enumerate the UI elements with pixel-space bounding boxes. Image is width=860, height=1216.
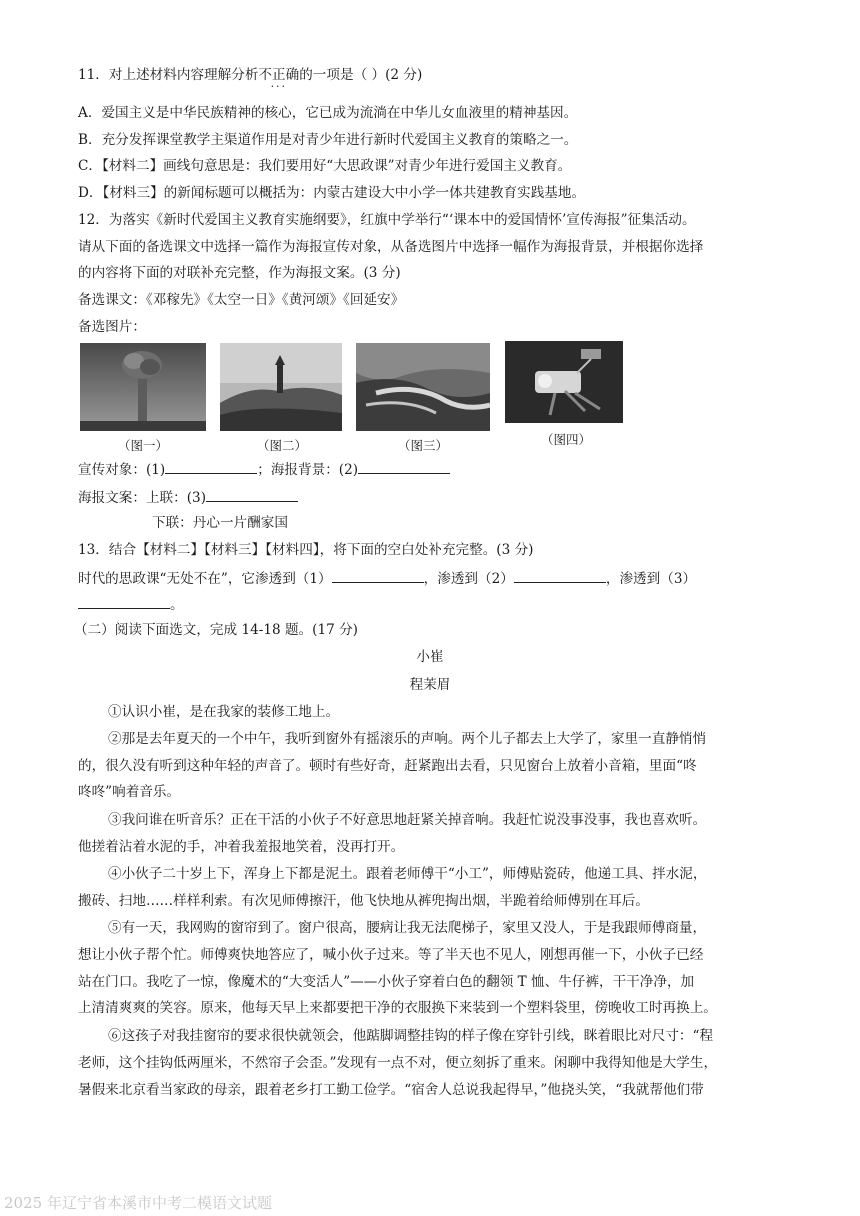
story-paragraph-line: 暑假来北京看当家政的母亲，跟着老乡打工勤工俭学。“宿舍人总说我起得早，”他挠头笑，“我就帮他们带 xyxy=(78,1082,704,1098)
story-paragraph-line: ②那是去年夏天的一个中午，我听到窗外有摇滚乐的声响。两个儿子都去上大学了，家里一直静悄悄 xyxy=(108,731,707,747)
q11-option-b: B．充分发挥课堂教学主渠道作用是对青少年进行新时代爱国主义教育的策略之一。 xyxy=(78,132,578,148)
q11-stem-pre: 11．对上述材料内容理解分析 xyxy=(78,67,259,83)
q13-stem: 13．结合【材料二】【材料三】【材料四】，将下面的空白处补充完整。(3 分) xyxy=(78,542,534,558)
picture-2-caption: （图二） xyxy=(256,438,307,453)
story-paragraph-line: 咚咚”响着音乐。 xyxy=(78,784,181,800)
q12-answer-line2 xyxy=(78,487,298,507)
picture-3-river-waterfall xyxy=(356,343,490,431)
q11-option-c: C．【材料二】画线句意思是：我们要用好“大思政课”对青少年进行爱国主义教育。 xyxy=(78,158,572,174)
picture-2-pagoda-hill xyxy=(220,343,342,431)
picture-1-caption: （图一） xyxy=(117,438,168,453)
blank-2[interactable] xyxy=(358,459,450,474)
q11-option-d: D．【材料三】的新闻标题可以概括为：内蒙古建设大中小学一体共建教育实践基地。 xyxy=(78,185,586,201)
story-paragraph-line: ④小伙子二十岁上下，浑身上下都是泥土。跟着老师傅干“小工”，师傅贴瓷砖，他递工具、拌水泥， xyxy=(108,866,707,882)
story-paragraph-line: ③我问谁在听音乐？正在干活的小伙子不好意思地赶紧关掉音响。我赶忙说没事没事，我也喜欢听。 xyxy=(108,812,707,828)
q12-stem-line1: 12．为落实《新时代爱国主义教育实施纲要》，红旗中学举行“‘课本中的爱国情怀’宣传海报”征集活动。 xyxy=(78,212,696,228)
section-two-heading: （二）阅读下面选文，完成 14-18 题。(17 分) xyxy=(74,622,358,638)
q12-lower-couplet: 下联：丹心一片酬家国 xyxy=(152,515,288,531)
picture-4-caption: （图四） xyxy=(540,432,591,447)
story-paragraph-line: 的，很久没有听到这种年轻的声音了。顿时有些好奇，赶紧跑出去看，只见窗台上放着小音箱，里面“咚 xyxy=(78,758,697,774)
blank-1[interactable] xyxy=(165,459,257,474)
story-author: 程茉眉 xyxy=(409,677,451,693)
story-paragraph-line: ①认识小崔，是在我家的装修工地上。 xyxy=(108,704,340,720)
picture-1-mushroom-cloud xyxy=(80,343,206,431)
story-paragraph-line: 想让小伙子帮个忙。师傅爽快地答应了，喊小伙子过来。等了半天也不见人，刚想再催一下，小伙子已经 xyxy=(78,947,704,963)
q11-stem-post: 的一项是（ ）(2 分) xyxy=(299,67,423,83)
q13-blank-3[interactable] xyxy=(78,594,170,609)
story-paragraph-line: ⑤有一天，我网购的窗帘到了。窗户很高，腰病让我无法爬梯子，家里又没人，于是我跟师傅商量， xyxy=(108,920,707,936)
q13-part-a: 时代的思政课“无处不在”，它渗透到（1） xyxy=(78,571,332,587)
q13-line2 xyxy=(78,594,184,614)
q11-emphasis: 不正确 ··· xyxy=(258,67,299,83)
copy-label: 海报文案：上联：(3) xyxy=(78,490,207,506)
target-label: 宣传对象：(1) xyxy=(78,462,166,478)
story-title: 小崔 xyxy=(416,649,444,665)
story-paragraph-line: 上清清爽爽的笑容。原来，他每天早上来都要把干净的衣服换下来装到一个塑料袋里，傍晚收工时再换上。 xyxy=(78,1000,717,1016)
background-label: ；海报背景：(2) xyxy=(257,462,359,478)
q12-stem-line3: 的内容将下面的对联补充完整，作为海报文案。(3 分) xyxy=(78,265,401,281)
picture-3-caption: （图三） xyxy=(397,438,448,453)
q11-option-a: A．爱国主义是中华民族精神的核心，它已成为流淌在中华儿女血液里的精神基因。 xyxy=(78,105,578,121)
blank-3[interactable] xyxy=(206,487,298,502)
story-paragraph-line: 他搓着沾着水泥的手，冲着我羞报地笑着，没再打开。 xyxy=(78,839,405,855)
q13-blank-2[interactable] xyxy=(514,568,606,583)
footer-watermark: 2025 年辽宁省本溪市中考二模语文试题 xyxy=(4,1194,272,1212)
q12-answer-line1 xyxy=(78,459,450,479)
story-paragraph-line: 老师，这个挂钩低两厘米，不然帘子会歪。”发现有一点不对，便立刻拆了重来。闲聊中我得知他是大学生， xyxy=(78,1055,718,1071)
q13-blank-1[interactable] xyxy=(332,568,424,583)
story-paragraph-line: ⑥这孩子对我挂窗帘的要求很快就领会，他踮脚调整挂钩的样子像在穿针引线，眯着眼比对尺寸：“程 xyxy=(108,1028,714,1044)
story-paragraph-line: 搬砖、扫地……样样利索。有次见师傅擦汗，他飞快地从裤兜掏出烟，半跪着给师傅别在耳后。 xyxy=(78,893,649,909)
story-paragraph-line: 站在门口。我吃了一惊，像魔术的“大变活人”——小伙子穿着白色的翻领 T 恤、牛仔裤，干干净净，加 xyxy=(78,974,695,990)
q12-stem-line2: 请从下面的备选课文中选择一篇作为海报宣传对象，从备选图片中选择一幅作为海报背景，并根据你选择 xyxy=(78,239,704,255)
q13-line xyxy=(78,568,696,588)
q13-part-b: ，渗透到（2） xyxy=(423,571,514,587)
q13-part-c: ，渗透到（3） xyxy=(605,571,697,587)
q12-pics-label: 备选图片： xyxy=(78,319,146,335)
q11-stem xyxy=(78,66,422,84)
q12-texts-line: 备选课文：《邓稼先》《太空一日》《黄河颂》《回延安》 xyxy=(78,292,405,308)
picture-4-astronaut xyxy=(505,341,623,423)
q13-end: 。 xyxy=(170,597,184,613)
